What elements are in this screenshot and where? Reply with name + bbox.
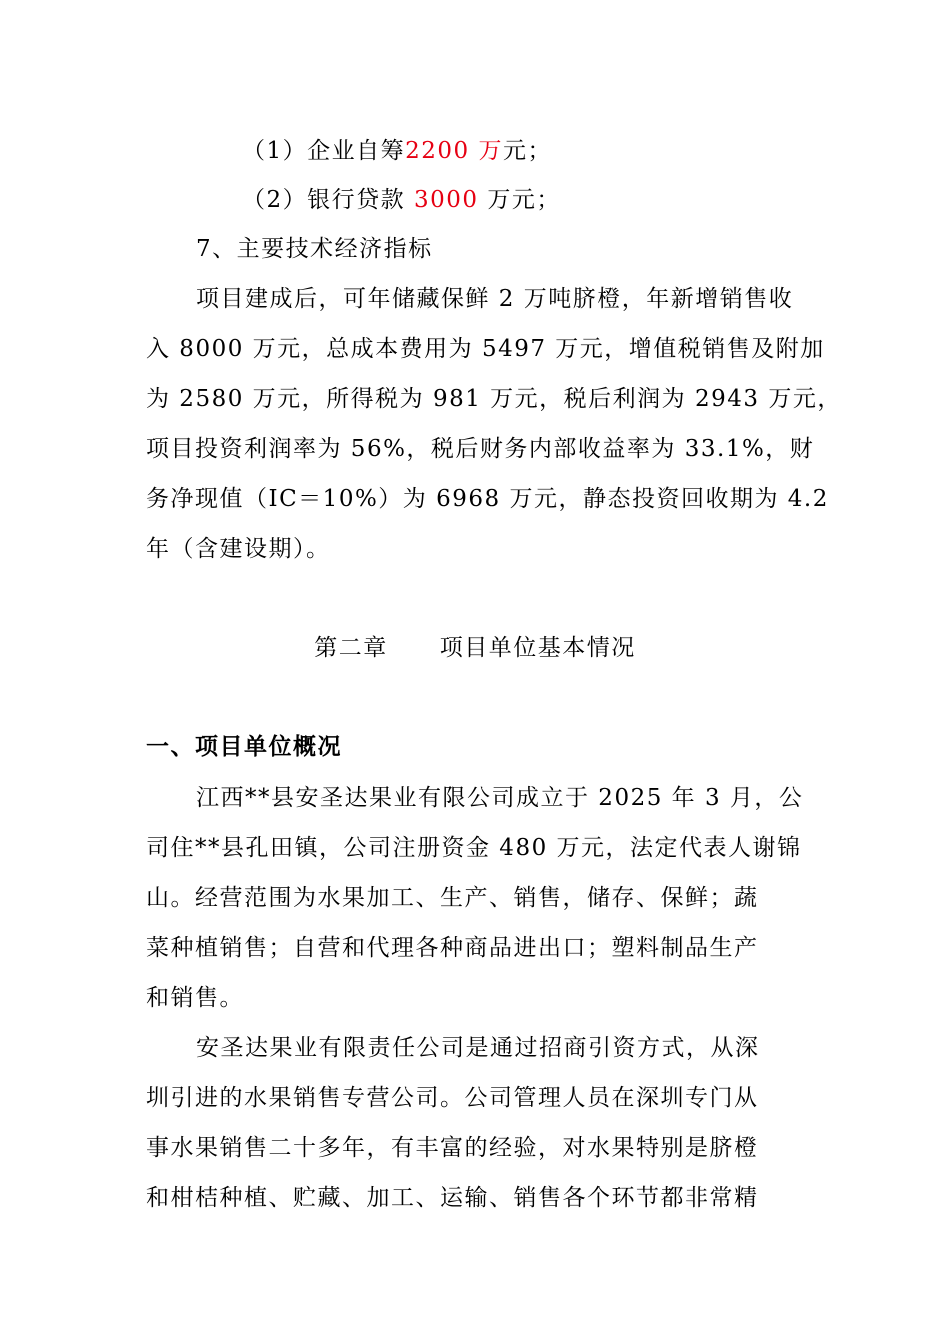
section7-line-6: 年（含建设期）。 (146, 536, 331, 562)
section7-line-4: 项目投资利润率为 56%，税后财务内部收益率为 33.1%，财 (146, 436, 815, 462)
section7-line-3: 为 2580 万元，所得税为 981 万元，税后利润为 2943 万元， (146, 386, 842, 412)
para2-line-2: 圳引进的水果销售专营公司。公司管理人员在深圳专门从 (146, 1085, 759, 1111)
para1-line-3: 山。经营范围为水果加工、生产、销售，储存、保鲜；蔬 (146, 885, 759, 911)
chapter-heading (0, 633, 950, 663)
funding-item-2-suffix: 万元； (487, 187, 561, 213)
section7-line-2: 入 8000 万元，总成本费用为 5497 万元，增值税销售及附加 (146, 336, 825, 362)
para1-line-1: 江西**县安圣达果业有限公司成立于 2025 年 3 月，公 (196, 785, 804, 811)
chapter-number: 第二章 (314, 635, 388, 661)
para1-line-5: 和销售。 (146, 985, 244, 1011)
section7-line-5: 务净现值（IC＝10%）为 6968 万元，静态投资回收期为 4.2 (146, 486, 829, 512)
funding-item-1-amount: 2200 万 (405, 138, 503, 164)
para1-line-4: 菜种植销售；自营和代理各种商品进出口；塑料制品生产 (146, 935, 759, 961)
para1-line-2: 司住**县孔田镇，公司注册资金 480 万元，法定代表人谢锦 (146, 835, 802, 861)
funding-item-1-suffix: 元； (503, 138, 552, 164)
funding-item-1-label: （1）企业自筹 (242, 138, 406, 164)
section7-line-1: 项目建成后，可年储藏保鲜 2 万吨脐橙，年新增销售收 (196, 286, 794, 312)
section7-heading: 7、主要技术经济指标 (196, 236, 433, 262)
funding-item-2 (242, 185, 906, 215)
funding-item-2-amount: 3000 (413, 187, 479, 213)
chapter-title: 项目单位基本情况 (439, 635, 636, 661)
para2-line-3: 事水果销售二十多年，有丰富的经验，对水果特别是脐橙 (146, 1135, 759, 1161)
para2-line-4: 和柑桔种植、贮藏、加工、运输、销售各个环节都非常精 (146, 1185, 759, 1211)
funding-item-1 (242, 136, 906, 166)
section1-heading: 一、项目单位概况 (146, 734, 342, 760)
funding-item-2-label: （2）银行贷款 (242, 187, 406, 213)
para2-line-1: 安圣达果业有限责任公司是通过招商引资方式，从深 (196, 1035, 760, 1061)
